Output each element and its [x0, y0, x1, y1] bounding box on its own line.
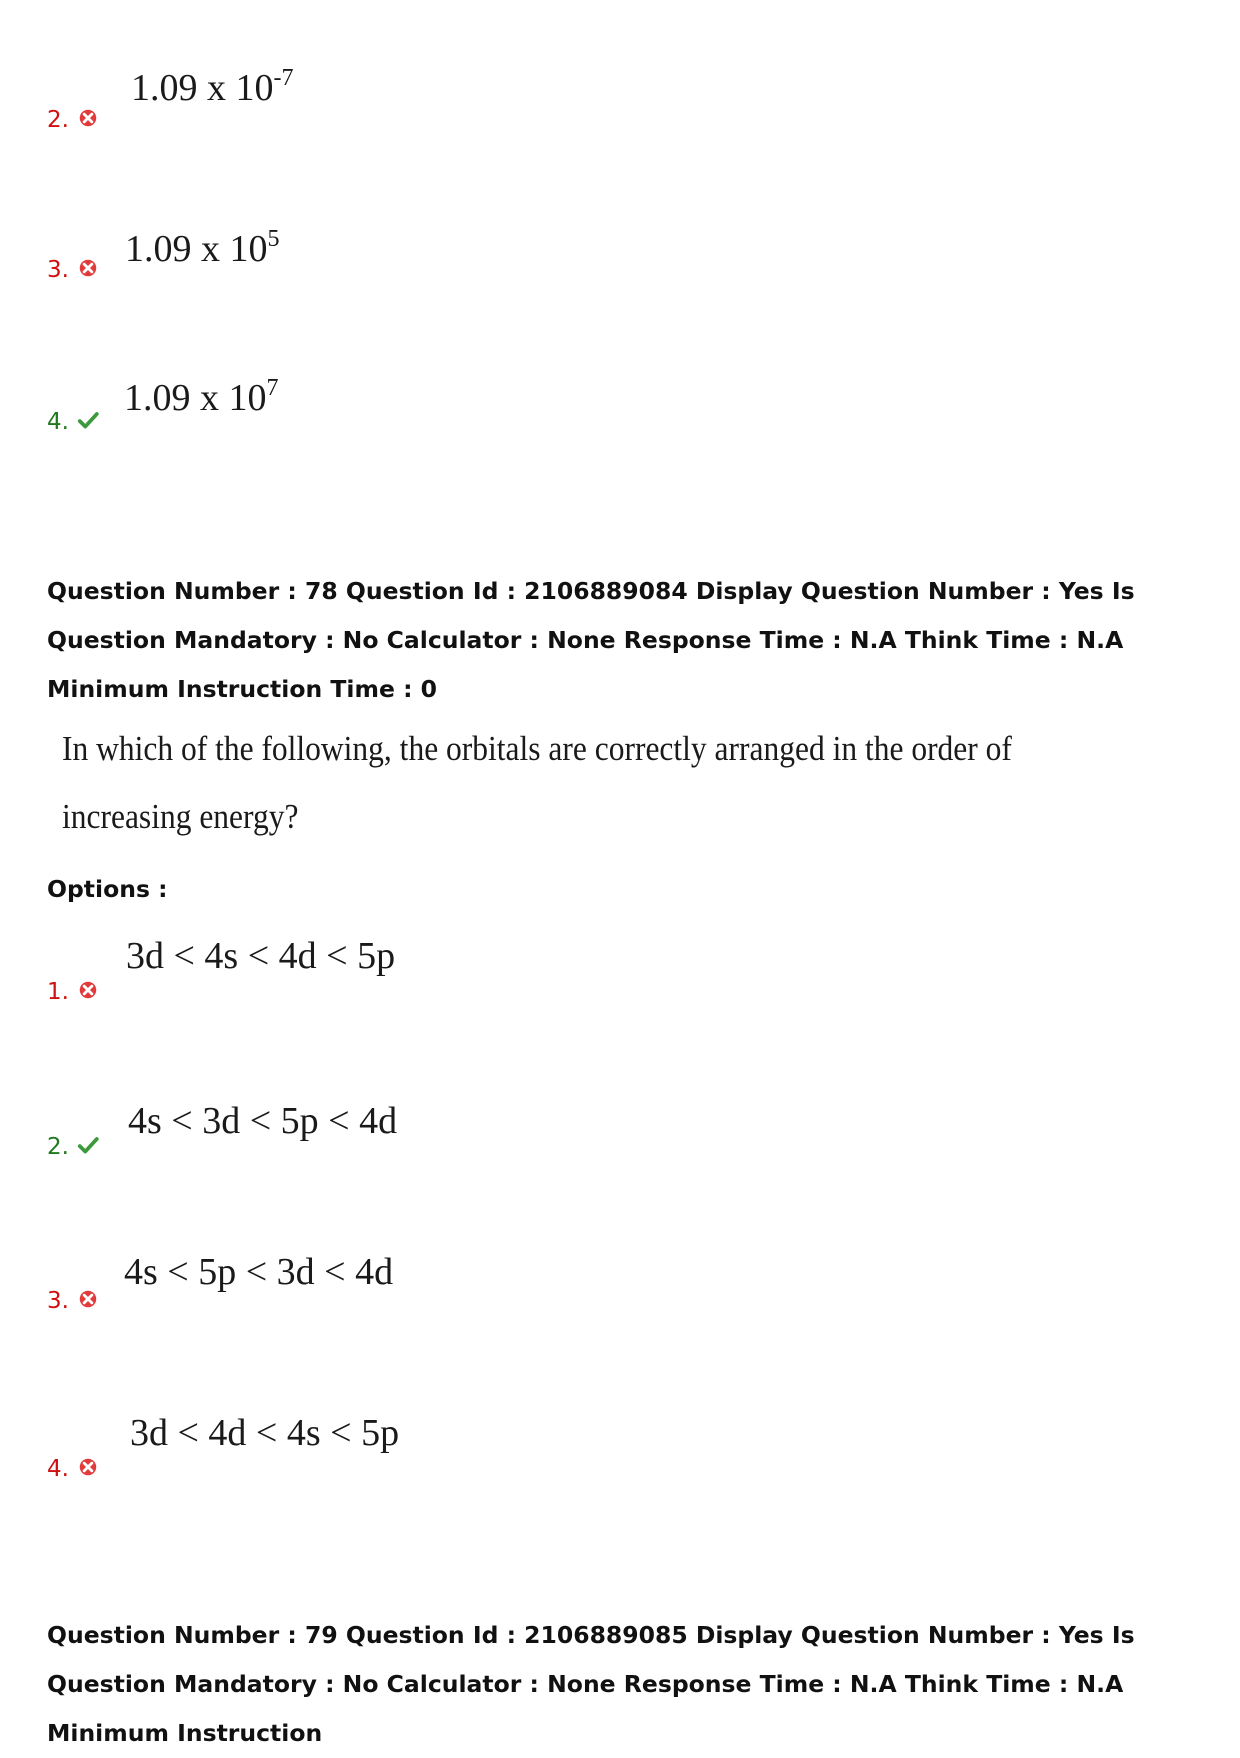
- question-78-text-line-1: In which of the following, the orbitals are correctly arranged in the order of: [62, 729, 1012, 768]
- cross-icon: [77, 1288, 99, 1310]
- cross-icon: [77, 979, 99, 1001]
- option-number: 4.: [47, 1455, 99, 1483]
- option-formula: 1.09 x $10^{-7}$: [131, 65, 294, 109]
- option-number: 2.: [47, 106, 99, 134]
- options-label: Options :: [47, 875, 168, 903]
- option-number: 2.: [47, 1133, 99, 1161]
- option-formula: 1.09 x $10^5$: [125, 226, 280, 270]
- option-formula: 4s < 5p < 3d < 4d: [124, 1251, 394, 1293]
- check-icon: [77, 1134, 99, 1156]
- option-number: 4.: [47, 408, 99, 436]
- option-formula: 3d < 4d < 4s < 5p: [130, 1412, 400, 1454]
- cross-icon: [77, 107, 99, 129]
- option-number: 1.: [47, 978, 99, 1006]
- check-icon: [77, 409, 99, 431]
- cross-icon: [77, 257, 99, 279]
- question-79-header: Question Number : 79 Question Id : 2106889085 Display Question Number : Yes Is Question Mandatory : No Calculator : None Response Time : N.A Think Time : N.A Minimum Instruction: [47, 1621, 1135, 1747]
- question-78-header: Question Number : 78 Question Id : 2106889084 Display Question Number : Yes Is Question Mandatory : No Calculator : None Response Time : N.A Think Time : N.A Minimum Instruction Time : 0: [47, 577, 1135, 703]
- option-formula: 3d < 4s < 4d < 5p: [126, 935, 396, 977]
- option-formula: 1.09 x $10^7$: [124, 375, 279, 419]
- option-number: 3.: [47, 256, 99, 284]
- question-78-text-line-2: increasing energy?: [62, 797, 299, 836]
- option-number: 3.: [47, 1287, 99, 1315]
- cross-icon: [77, 1456, 99, 1478]
- option-formula: 4s < 3d < 5p < 4d: [128, 1100, 398, 1142]
